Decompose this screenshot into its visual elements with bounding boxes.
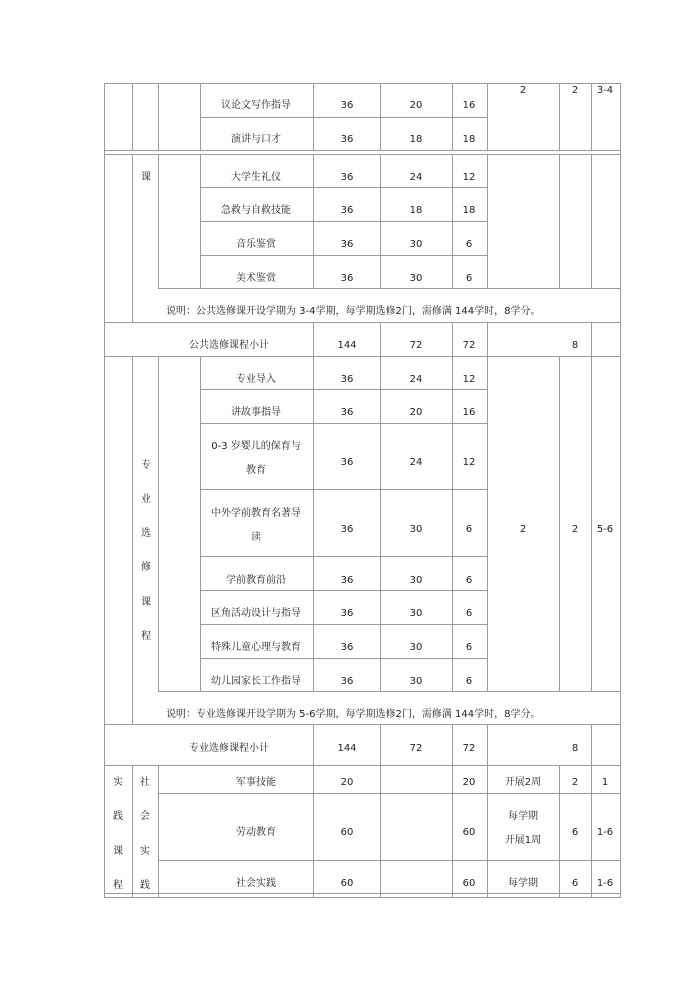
credits: 2	[571, 777, 579, 788]
theory-hours: 30	[409, 524, 423, 535]
category-label: 专	[141, 460, 151, 471]
theory-hours: 20	[409, 100, 423, 111]
total-hours: 36	[340, 134, 354, 145]
practice-hours: 6	[465, 273, 473, 284]
practice-hours: 6	[465, 524, 473, 535]
credits: 6	[571, 827, 579, 838]
course-name: 区角活动设计与指导	[211, 608, 301, 619]
practice-hours: 18	[462, 205, 476, 216]
category-label: 课	[141, 172, 151, 183]
credits: 2	[571, 85, 579, 96]
course-name: 演讲与口才	[231, 134, 281, 145]
course-name: 专业导入	[236, 374, 276, 385]
practice-hours: 6	[465, 239, 473, 250]
practice-hours: 12	[462, 172, 476, 183]
course-name: 议论文写作指导	[221, 100, 291, 111]
theory-hours: 24	[409, 172, 423, 183]
total-hours: 36	[340, 205, 354, 216]
credits: 2	[571, 524, 579, 535]
total-hours: 36	[340, 273, 354, 284]
practice-hours: 6	[465, 642, 473, 653]
subcategory-label: 践	[140, 880, 150, 891]
table-note: 说明：公共选修课开设学期为 3-4学期，每学期选修2门，需修满 144学时，8学分。	[166, 306, 541, 317]
practice-hours: 60	[462, 878, 476, 889]
total-hours: 36	[340, 100, 354, 111]
courses-per-term: 2	[519, 85, 527, 96]
category-label: 践	[113, 811, 123, 822]
total-hours: 60	[340, 827, 354, 838]
arrangement: 每学期	[508, 878, 538, 889]
course-name: 急救与自救技能	[221, 205, 291, 216]
total-hours: 144	[337, 340, 357, 351]
total-hours: 36	[340, 457, 354, 468]
total-hours: 144	[337, 743, 357, 754]
practice-hours: 72	[462, 340, 476, 351]
theory-hours: 30	[409, 642, 423, 653]
total-hours: 36	[340, 676, 354, 687]
practice-hours: 16	[462, 407, 476, 418]
practice-hours: 18	[462, 134, 476, 145]
category-label: 修	[141, 562, 151, 573]
total-hours: 36	[340, 608, 354, 619]
category-label: 课	[141, 597, 151, 608]
arrangement-cont: 开展1周	[504, 835, 542, 846]
category-label: 课	[113, 846, 123, 857]
course-name: 大学生礼仪	[231, 172, 281, 183]
semester: 1-6	[596, 878, 614, 889]
total-hours: 36	[340, 374, 354, 385]
course-name: 特殊儿童心理与教育	[211, 642, 301, 653]
total-hours: 36	[340, 524, 354, 535]
practice-hours: 72	[462, 743, 476, 754]
practice-hours: 6	[465, 676, 473, 687]
semester: 3-4	[596, 85, 614, 96]
theory-hours: 30	[409, 273, 423, 284]
practice-hours: 60	[462, 827, 476, 838]
subcategory-label: 实	[140, 846, 150, 857]
semester: 1-6	[596, 827, 614, 838]
practice-hours: 12	[462, 457, 476, 468]
course-name: 社会实践	[236, 878, 276, 889]
practice-hours: 20	[462, 777, 476, 788]
practice-hours: 6	[465, 608, 473, 619]
subtotal-label: 公共选修课程小计	[189, 340, 269, 351]
course-name: 学前教育前沿	[226, 575, 286, 586]
total-hours: 36	[340, 172, 354, 183]
category-label: 实	[113, 777, 123, 788]
theory-hours: 24	[409, 457, 423, 468]
courses-per-term: 2	[519, 524, 527, 535]
theory-hours: 30	[409, 575, 423, 586]
course-name: 幼儿园家长工作指导	[211, 676, 301, 687]
category-label: 程	[113, 880, 123, 891]
arrangement: 每学期	[508, 811, 538, 822]
total-hours: 36	[340, 239, 354, 250]
subcategory-label: 社	[140, 777, 150, 788]
category-label: 业	[141, 494, 151, 505]
practice-hours: 6	[465, 575, 473, 586]
arrangement: 开展2周	[504, 777, 542, 788]
theory-hours: 24	[409, 374, 423, 385]
theory-hours: 72	[409, 340, 423, 351]
course-name: 讲故事指导	[231, 407, 281, 418]
course-name: 劳动教育	[236, 827, 276, 838]
theory-hours: 20	[409, 407, 423, 418]
total-hours: 36	[340, 407, 354, 418]
semester: 5-6	[596, 524, 614, 535]
practice-hours: 12	[462, 374, 476, 385]
total-hours: 20	[340, 777, 354, 788]
category-label: 选	[141, 528, 151, 539]
theory-hours: 30	[409, 239, 423, 250]
course-name-cont: 读	[251, 532, 261, 543]
subtotal-label: 专业选修课程小计	[189, 743, 269, 754]
credits: 6	[571, 878, 579, 889]
course-name-cont: 教育	[246, 465, 266, 476]
subcategory-label: 会	[140, 811, 150, 822]
theory-hours: 72	[409, 743, 423, 754]
course-name: 军事技能	[236, 777, 276, 788]
theory-hours: 18	[409, 205, 423, 216]
course-name: 音乐鉴赏	[236, 239, 276, 250]
total-hours: 36	[340, 642, 354, 653]
total-hours: 36	[340, 575, 354, 586]
theory-hours: 30	[409, 676, 423, 687]
course-name: 美术鉴赏	[236, 273, 276, 284]
semester: 1	[601, 777, 609, 788]
theory-hours: 30	[409, 608, 423, 619]
theory-hours: 18	[409, 134, 423, 145]
total-hours: 60	[340, 878, 354, 889]
credits: 8	[571, 743, 579, 754]
credits: 8	[571, 340, 579, 351]
course-name: 0-3 岁婴儿的保育与	[211, 441, 301, 452]
table-note: 说明：专业选修课开设学期为 5-6学期，每学期选修2门，需修满 144学时，8学分。	[166, 709, 541, 720]
category-label: 程	[141, 631, 151, 642]
course-name: 中外学前教育名著导	[211, 508, 301, 519]
practice-hours: 16	[462, 100, 476, 111]
